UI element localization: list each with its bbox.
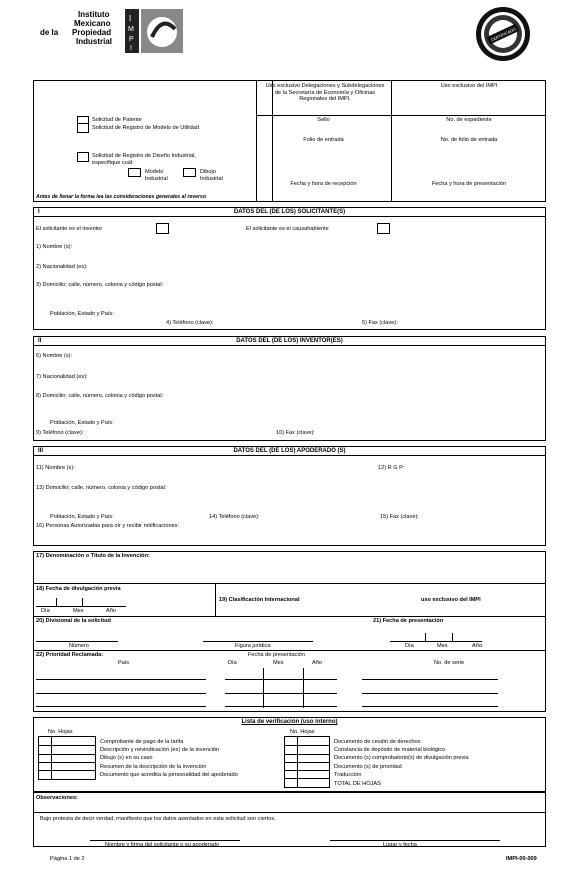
- impi-exclusive-title: Uso exclusivo del IMPI: [440, 83, 498, 89]
- section-3-body: [33, 456, 546, 546]
- checklist-left-item-2: Descripción y reivindicación (es) de la invención: [100, 747, 220, 753]
- presentation-date-label: 21) Fecha de presentación: [373, 618, 444, 624]
- checklist-title: Lista de verificación (uso interno): [241, 719, 338, 725]
- inventor-name-label: 6) Nombre (s):: [36, 353, 73, 359]
- section-3-header: [33, 446, 546, 456]
- observations-label: Observaciones:: [36, 795, 78, 801]
- denomination-label: 17) Denominación o Título de la Invención:: [36, 553, 150, 559]
- applicant-is-inventor-label: El solicitante es el inventor: [36, 226, 103, 232]
- checklist-left-pages-box[interactable]: [38, 736, 96, 780]
- checklist-right-pages-box[interactable]: [284, 736, 330, 788]
- impi-exclusive-use-label: uso exclusivo del IMPI: [421, 597, 481, 603]
- priority-country-label: País: [118, 660, 130, 666]
- place-date-line[interactable]: [330, 840, 500, 841]
- attorney-rgp-label: 12) R G P:: [378, 465, 405, 471]
- utility-model-checkbox[interactable]: [77, 123, 89, 133]
- institute-line-5: Industrial: [76, 37, 113, 46]
- institute-line-3: de la: [40, 28, 59, 37]
- institute-line-1: Instituto: [78, 10, 110, 19]
- industrial-model-label-2: Industrial: [145, 176, 168, 182]
- institute-line-4: Propiedad: [72, 28, 112, 37]
- priority-label: 22) Prioridad Reclamada:: [36, 652, 104, 658]
- section-3-title: DATOS DEL (DE LOS) APODERADO (S): [233, 448, 346, 454]
- entry-folio-number-label: No. de folio de entrada: [440, 137, 498, 143]
- section-1-title: DATOS DEL (DE LOS) SOLICITANTE(S): [233, 209, 346, 215]
- applicant-name-label: 1) Nombre (s):: [36, 244, 73, 250]
- page-number: Página 1 de 2: [50, 856, 85, 862]
- delegations-use-title: Uso exclusivo Delegaciones y Subdelegaciones de la Secretaría de Economía y Oficinas Regionales del IMPI.: [265, 83, 385, 102]
- patent-label: Solicitud de Patente: [92, 117, 142, 123]
- inventor-nationality-label: 7) Nacionalidad (es):: [36, 374, 88, 380]
- attorney-address-label: 13) Domicilio; calle, número, colonia y código postal:: [36, 485, 167, 491]
- svg-text:I: I: [129, 14, 132, 23]
- attorney-name-label: 11) Nombre (s):: [36, 465, 75, 471]
- section-2-header: [33, 336, 546, 346]
- reception-datetime-label: Fecha y hora de recepción: [290, 181, 357, 187]
- checklist-right-item-3: Documento (s) comprobatorio(s) de divulgación previa: [334, 755, 469, 761]
- authorized-persons-label: 16) Personas Autorizadas para oír y recibir notificaciones:: [36, 523, 180, 529]
- applicant-phone-label: 4) Teléfono (clave):: [166, 320, 214, 326]
- attorney-fax-label: 15) Fax (clave):: [380, 514, 419, 520]
- inventor-fax-label: 10) Fax (clave):: [276, 430, 315, 436]
- design-checkbox[interactable]: [77, 152, 89, 162]
- presentation-day-label: Día: [405, 643, 414, 649]
- checklist-total-label: TOTAL DE HOJAS: [334, 781, 381, 787]
- checklist-right-item-1: Documento de cesión de derechos: [334, 739, 421, 745]
- divisional-label: 20) Divisional de la solicitud: [36, 618, 111, 624]
- applicant-fax-label: 5) Fax (clave):: [362, 320, 398, 326]
- applicant-is-assignee-label: El solicitante es el causahabiente: [246, 226, 329, 232]
- industrial-model-label: Modelo: [145, 169, 164, 175]
- place-date-label: Lugar y fecha: [383, 842, 417, 848]
- protest-statement: Bajo protesta de decir verdad, manifiesto que los datos asentados en esta solicitud son ciertos.: [40, 816, 276, 822]
- priority-presentation-date-label: Fecha de presentación: [248, 652, 305, 658]
- invention-data-panel: [33, 551, 546, 712]
- design-specify-label: especifique cuál:: [92, 160, 134, 166]
- attorney-phone-label: 14) Teléfono (clave):: [209, 514, 260, 520]
- checklist-left-item-1: Comprobante de pago de la tarifa: [100, 739, 184, 745]
- form-code: IMPI-00-009: [506, 856, 537, 862]
- checklist-left-item-5: Documento que acredita la personalidad del apoderado: [100, 772, 238, 778]
- section-3-number: III: [38, 448, 44, 454]
- disclosure-date-label: 18) Fecha de divulgación previa: [36, 586, 121, 592]
- instructions-note: Antes de llenar la forma lea las consideraciones generales al reverso: [36, 194, 207, 200]
- presentation-datetime-label: Fecha y hora de presentación: [431, 181, 506, 187]
- applicant-city-label: Población, Estado y País:: [50, 311, 114, 317]
- industrial-drawing-label: Dibujo: [200, 169, 216, 175]
- checklist-right-item-2: Constancia de depósito de material biológico: [334, 747, 446, 753]
- applicant-address-label: 3) Domicilio; calle, número, colonia y código postal:: [36, 282, 164, 288]
- institute-line-2: Mexicano: [74, 19, 111, 28]
- svg-text:P: P: [129, 36, 134, 43]
- section-2-title: DATOS DEL (DE LOS) INVENTOR(ES): [236, 338, 343, 344]
- checklist-pages-left-label: No. Hojas: [48, 729, 73, 735]
- priority-year-label: Año: [312, 660, 322, 666]
- svg-text:CERTIFICADO: CERTIFICADO: [489, 26, 517, 43]
- attorney-city-label: Población, Estado y País:: [50, 514, 114, 520]
- file-number-label: No. de expediente: [446, 117, 492, 123]
- inventor-phone-label: 9) Teléfono (clave):: [36, 430, 84, 436]
- utility-model-label: Solicitud de Registro de Modelo de Utilidad: [92, 125, 199, 131]
- checklist-left-item-3: Dibujo (s) en su caso: [100, 755, 153, 761]
- section-1-number: I: [38, 209, 40, 215]
- presentation-year-label: Año: [472, 643, 482, 649]
- request-type-panel: [33, 80, 273, 202]
- impi-logo: [125, 9, 183, 53]
- inventor-city-label: Población, Estado y País:: [50, 420, 114, 426]
- checklist-left-item-4: Resumen de la descripción de la invención: [100, 764, 207, 770]
- priority-month-label: Mes: [273, 660, 284, 666]
- signature-line[interactable]: [90, 840, 240, 841]
- section-2-number: II: [38, 338, 42, 344]
- checklist-pages-right-label: No. Hojas: [290, 729, 315, 735]
- inventor-address-label: 8) Domicilio; calle, número, colonia y código postal:: [36, 393, 164, 399]
- signature-label: Nombre y firma del solicitante o su apoderado: [105, 842, 220, 848]
- applicant-nationality-label: 2) Nacionalidad (es):: [36, 264, 88, 270]
- disclosure-day-label: Día: [41, 608, 50, 614]
- intl-classification-label: 19) Clasificación Internacional: [219, 597, 300, 603]
- applicant-is-assignee-checkbox[interactable]: [377, 223, 390, 234]
- section-1-header: [33, 207, 546, 217]
- entry-folio-label: Folio de entrada: [303, 137, 344, 143]
- disclosure-month-label: Mes: [73, 608, 84, 614]
- industrial-model-checkbox[interactable]: [128, 168, 141, 177]
- certification-seal: [474, 5, 532, 63]
- svg-text:I: I: [130, 45, 132, 52]
- design-label: Solicitud de Registro de Diseño Industrial,: [92, 153, 196, 159]
- legal-figure-label: Figura jurídica: [235, 643, 271, 649]
- presentation-month-label: Mes: [437, 643, 448, 649]
- checklist-right-item-5: Traducción: [334, 772, 362, 778]
- checklist-right-item-4: Documento (s) de prioridad: [334, 764, 402, 770]
- priority-series-label: No. de serie: [434, 660, 465, 666]
- svg-text:M: M: [128, 26, 134, 33]
- divisional-number-label: Número: [69, 643, 89, 649]
- stamp-label: Sello: [317, 117, 330, 123]
- disclosure-year-label: Año: [106, 608, 116, 614]
- priority-day-label: Día: [228, 660, 237, 666]
- industrial-drawing-checkbox[interactable]: [183, 168, 196, 177]
- industrial-drawing-label-2: Industrial: [200, 176, 223, 182]
- applicant-is-inventor-checkbox[interactable]: [156, 223, 169, 234]
